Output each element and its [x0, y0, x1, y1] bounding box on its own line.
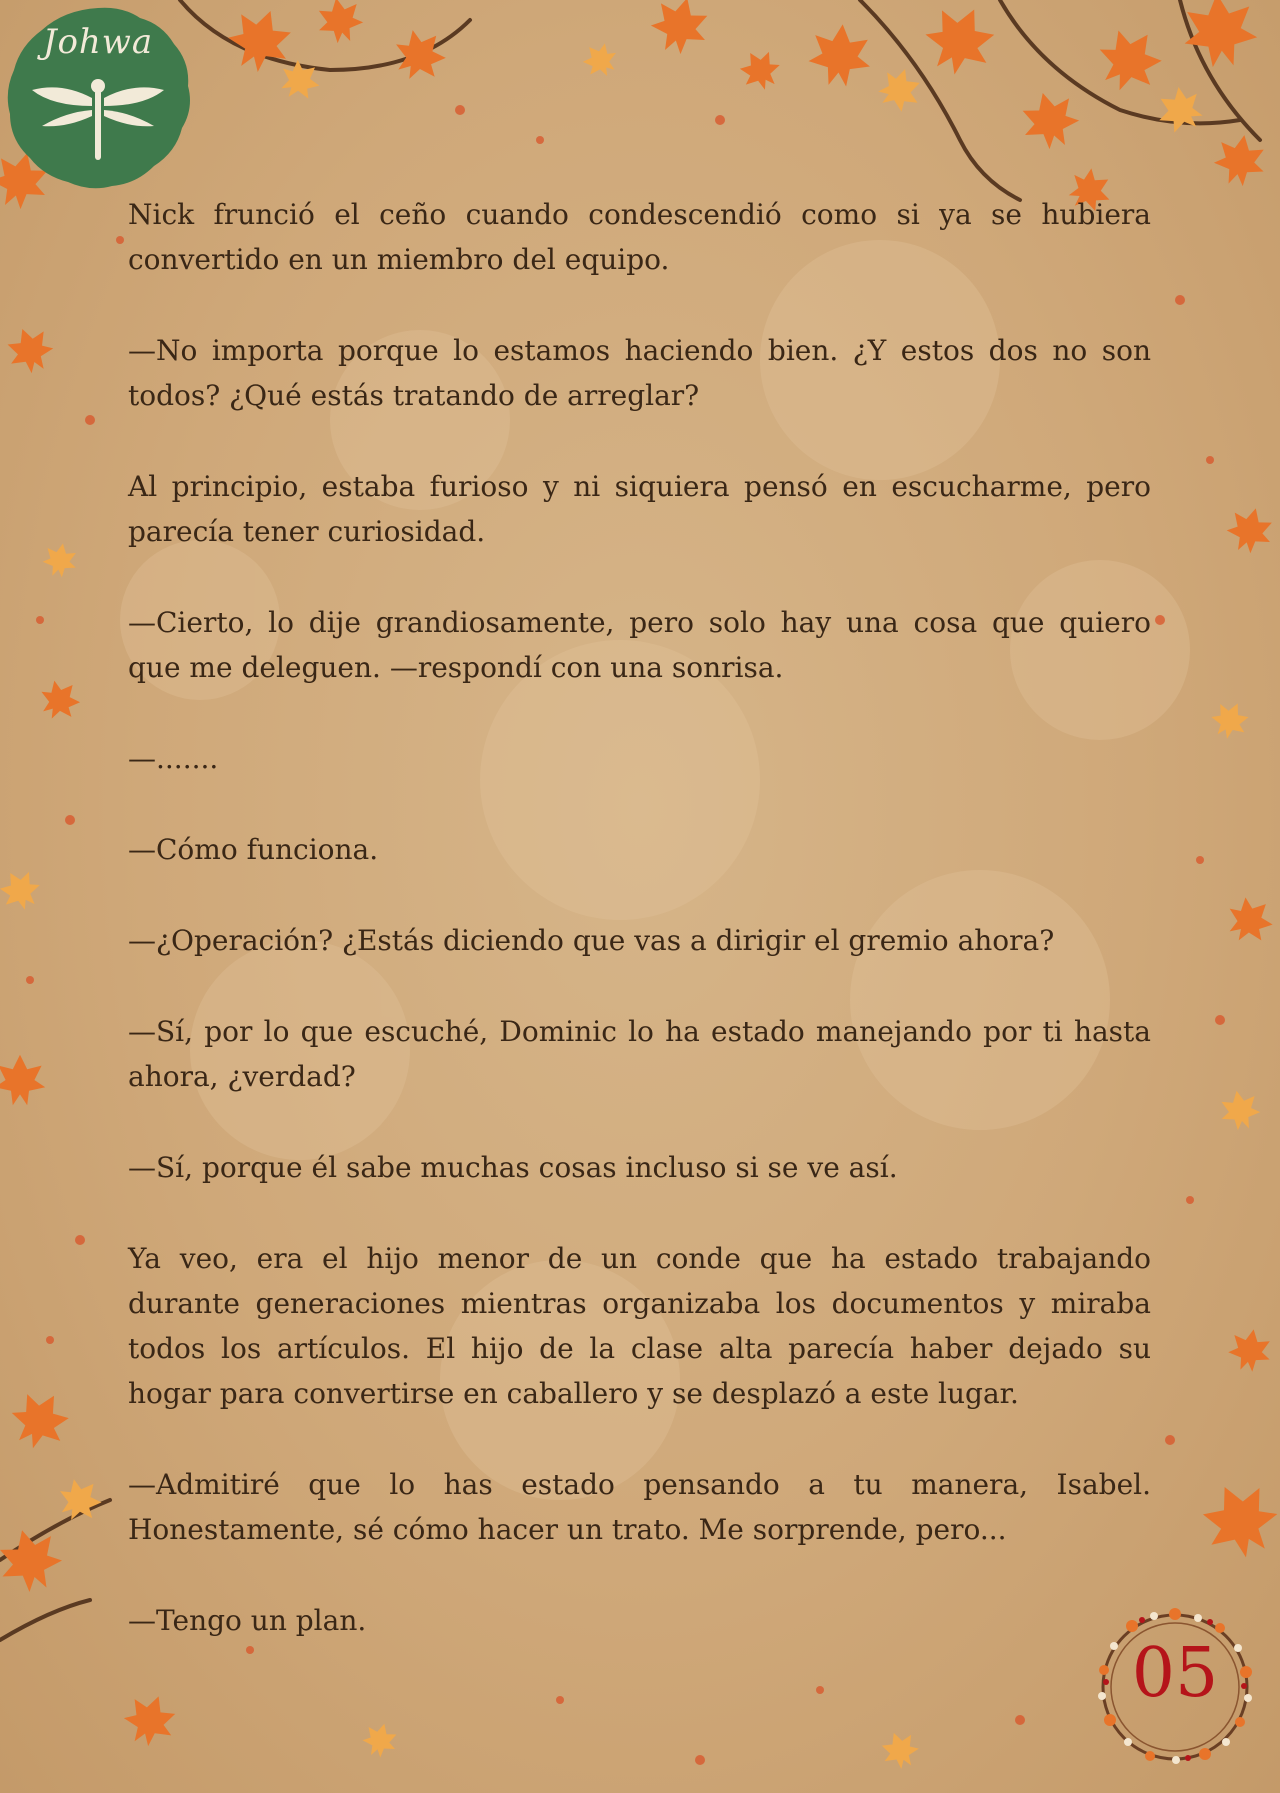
paragraph: —Sí, por lo que escuché, Dominic lo ha estado manejando por ti hasta ahora, ¿verdad?: [128, 1015, 1151, 1093]
paragraph: Al principio, estaba furioso y ni siquiera pensó en escucharme, pero parecía tener curiosidad.: [128, 470, 1151, 548]
paragraph: —Tengo un plan.: [128, 1604, 367, 1637]
paragraph: Ya veo, era el hijo menor de un conde que ha estado trabajando durante generaciones mientras organizaba los documentos y miraba todos los artículos. El hijo de la clase alta parecía haber dejado su hogar para convertirse en caballero y se desplazó a este lugar.: [128, 1242, 1151, 1410]
paragraph: —Cómo funciona.: [128, 833, 379, 866]
logo-text: Johwa: [42, 22, 154, 62]
paragraph: —No importa porque lo estamos haciendo bien. ¿Y estos dos no son todos? ¿Qué estás tratando de arreglar?: [128, 334, 1151, 412]
page-number-badge: [1080, 1592, 1270, 1782]
paragraph: —Cierto, lo dije grandiosamente, pero solo hay una cosa que quiero que me deleguen. —respondí con una sonrisa.: [128, 606, 1151, 684]
paragraph: Nick frunció el ceño cuando condescendió como si ya se hubiera convertido en un miembro del equipo.: [128, 198, 1151, 276]
story-text: [128, 192, 1151, 1689]
paragraph: —.......: [128, 742, 219, 775]
paragraph: —Sí, porque él sabe muchas cosas incluso si se ve así.: [128, 1151, 898, 1184]
paragraph: —¿Operación? ¿Estás diciendo que vas a dirigir el gremio ahora?: [128, 924, 1055, 957]
paragraph: —Admitiré que lo has estado pensando a tu manera, Isabel. Honestamente, sé cómo hacer un trato. Me sorprende, pero...: [128, 1468, 1151, 1546]
page-number: 05: [1131, 1634, 1219, 1713]
johwa-logo: [2, 2, 194, 194]
dragonfly-icon: [2, 2, 194, 194]
